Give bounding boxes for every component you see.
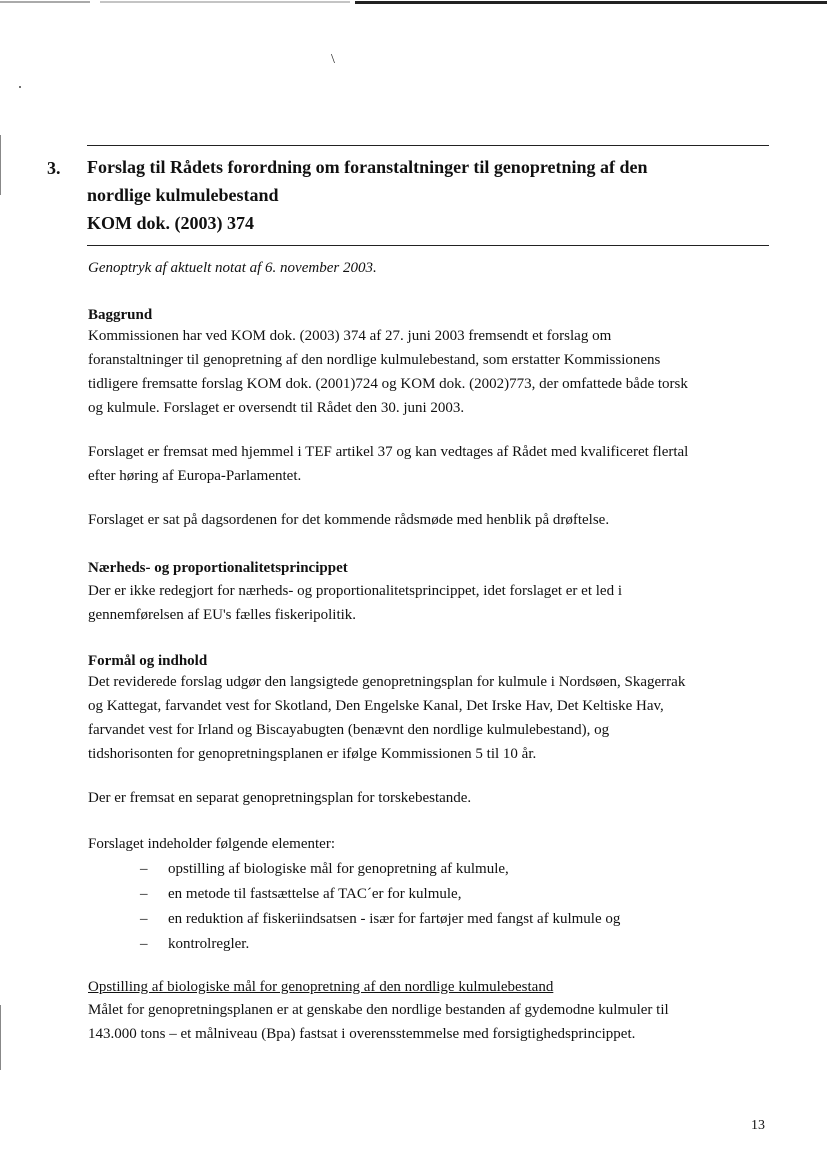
stray-dot bbox=[19, 86, 21, 88]
bullet-dash: – bbox=[140, 911, 148, 927]
title-line: Forslag til Rådets forordning om foranstaltninger til genopretning af den bbox=[87, 157, 648, 177]
background-paragraph-2 bbox=[88, 440, 688, 488]
section-heading-purpose: Formål og indhold bbox=[88, 653, 208, 669]
page-number: 13 bbox=[751, 1118, 765, 1133]
document-reference: KOM dok. (2003) 374 bbox=[87, 213, 255, 233]
text-line: tidligere fremsatte forslag KOM dok. (2001)724 og KOM dok. (2002)773, der omfattede både torsk bbox=[88, 376, 688, 392]
list-item bbox=[140, 882, 620, 907]
text-line: 143.000 tons – et målniveau (Bpa) fastsat i overensstemmelse med forsigtighedsprincippet. bbox=[88, 1026, 636, 1042]
text-line: efter høring af Europa-Parlamentet. bbox=[88, 468, 302, 484]
text-line: foranstaltninger til genopretning af den nordlige kulmulebestand, som erstatter Kommissionens bbox=[88, 352, 661, 368]
text-line: Forslaget er fremsat med hjemmel i TEF artikel 37 og kan vedtages af Rådet med kvalificeret flertal bbox=[88, 444, 689, 460]
text-line: og kulmule. Forslaget er oversendt til Rådet den 30. juni 2003. bbox=[88, 400, 465, 416]
section-heading-subsidiarity: Nærheds- og proportionalitetsprincippet bbox=[88, 560, 348, 576]
list-item-text: opstilling af biologiske mål for genopretning af kulmule, bbox=[168, 861, 509, 877]
list-item bbox=[140, 907, 620, 932]
bullet-dash: – bbox=[140, 936, 148, 952]
heading-bottom-rule bbox=[87, 245, 769, 246]
purpose-paragraph-1 bbox=[88, 670, 685, 766]
text-line: tidshorisonten for genopretningsplanen er ifølge Kommissionen 5 til 10 år. bbox=[88, 746, 537, 762]
text-line: Det reviderede forslag udgør den langsigtede genopretningsplan for kulmule i Nordsøen, Skagerrak bbox=[88, 674, 686, 690]
section-heading-background: Baggrund bbox=[88, 307, 153, 323]
title-line: nordlige kulmulebestand bbox=[87, 185, 279, 205]
elements-list bbox=[140, 857, 620, 957]
heading-top-rule bbox=[87, 145, 769, 146]
text-line: Der er ikke redegjort for nærheds- og proportionalitetsprincippet, idet forslaget er et led i bbox=[88, 583, 622, 599]
reprint-note: Genoptryk af aktuelt notat af 6. november 2003. bbox=[88, 260, 377, 276]
list-item-text: en metode til fastsættelse af TAC´er for kulmule, bbox=[168, 886, 462, 902]
background-paragraph-1 bbox=[88, 324, 688, 420]
scan-top-edge bbox=[0, 0, 827, 5]
text-line: farvandet vest for Irland og Biscayabugten (benævnt den nordlige kulmulebestand), og bbox=[88, 722, 610, 738]
stray-mark: \ bbox=[331, 52, 335, 67]
page-title bbox=[87, 153, 767, 237]
bullet-dash: – bbox=[140, 886, 148, 902]
targets-paragraph bbox=[88, 998, 669, 1046]
list-item bbox=[140, 857, 620, 882]
section-heading-targets: Opstilling af biologiske mål for genopretning af den nordlige kulmulebestand bbox=[88, 979, 554, 995]
bullet-dash: – bbox=[140, 861, 148, 877]
section-number: 3. bbox=[47, 158, 61, 178]
text-line: Målet for genopretningsplanen er at genskabe den nordlige bestanden af gydemodne kulmuler til bbox=[88, 1002, 669, 1018]
list-item-text: en reduktion af fiskeriindsatsen - især for fartøjer med fangst af kulmule og bbox=[168, 911, 621, 927]
text-line: gennemførelsen af EU's fælles fiskeripolitik. bbox=[88, 607, 357, 623]
purpose-paragraph-3: Forslaget indeholder følgende elementer: bbox=[88, 836, 335, 852]
text-line: Kommissionen har ved KOM dok. (2003) 374 af 27. juni 2003 fremsendt et forslag om bbox=[88, 328, 612, 344]
background-paragraph-3: Forslaget er sat på dagsordenen for det kommende rådsmøde med henblik på drøftelse. bbox=[88, 512, 610, 528]
scan-margin-line bbox=[0, 135, 1, 195]
subsidiarity-paragraph bbox=[88, 579, 622, 627]
purpose-paragraph-2: Der er fremsat en separat genopretningsplan for torskebestande. bbox=[88, 790, 472, 806]
scan-margin-line bbox=[0, 1005, 1, 1070]
text-line: og Kattegat, farvandet vest for Skotland, Den Engelske Kanal, Det Irske Hav, Det Keltiske Hav, bbox=[88, 698, 664, 714]
list-item bbox=[140, 932, 620, 957]
list-item-text: kontrolregler. bbox=[168, 936, 250, 952]
